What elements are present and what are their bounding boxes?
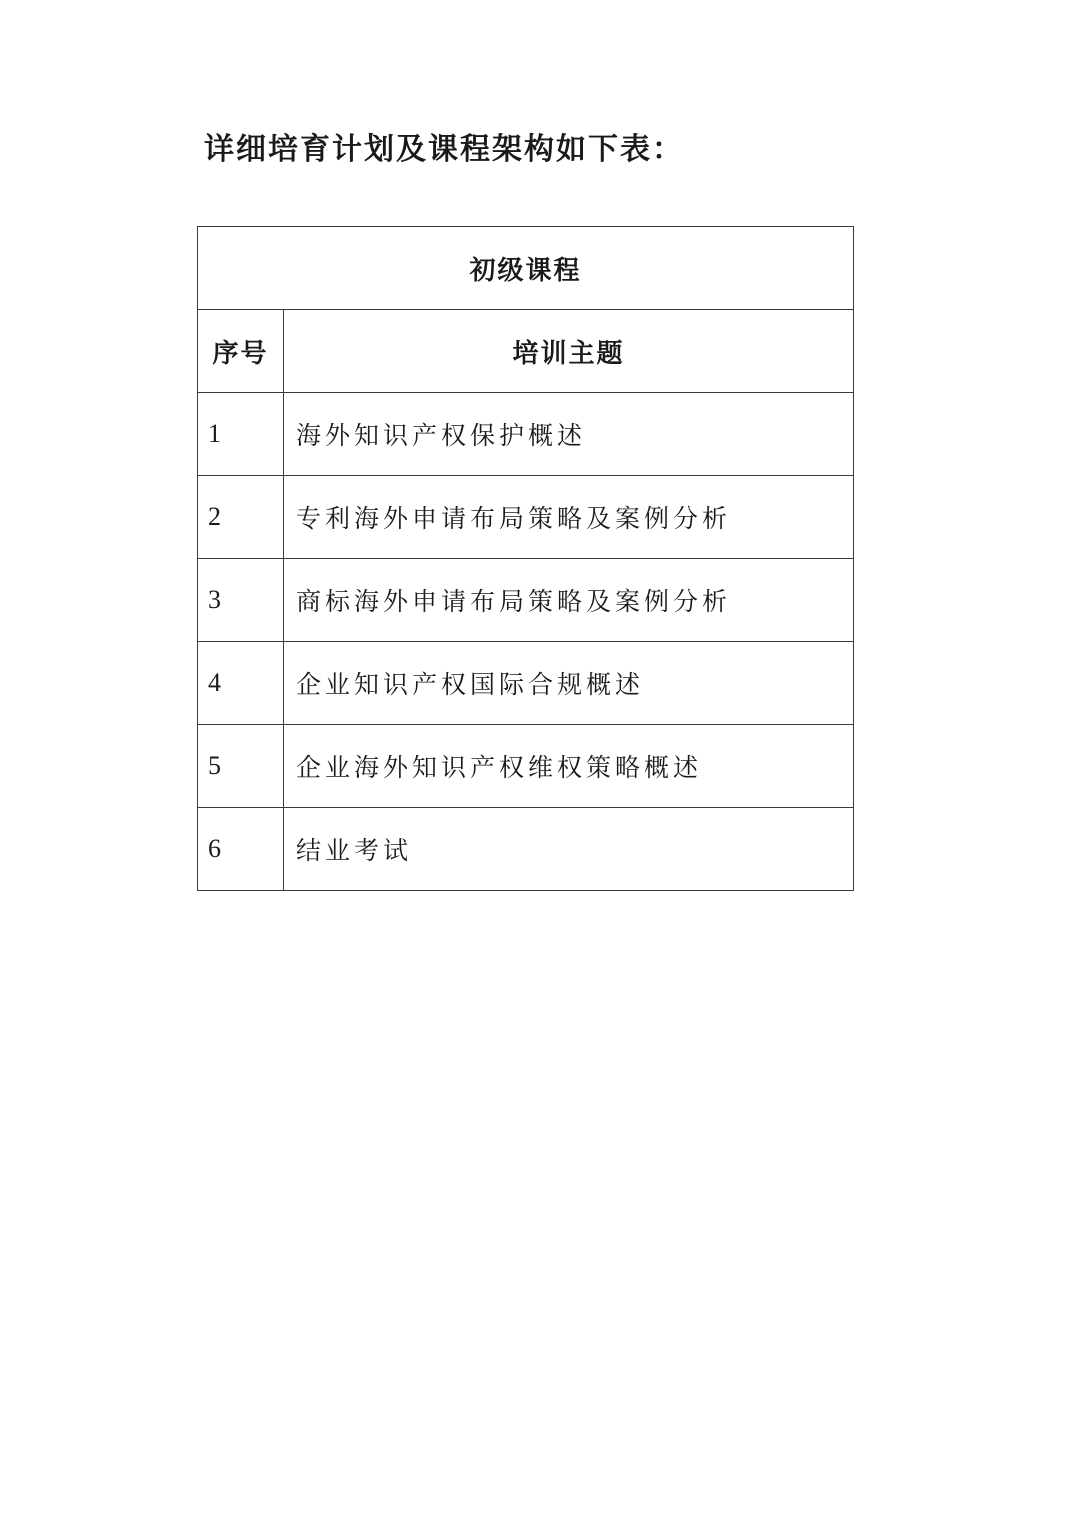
- row-topic: 海外知识产权保护概述: [284, 393, 854, 476]
- table-row: [198, 725, 854, 808]
- header-number: 序号: [198, 310, 284, 393]
- row-topic: 企业知识产权国际合规概述: [284, 642, 854, 725]
- row-topic: 结业考试: [284, 808, 854, 891]
- row-topic: 专利海外申请布局策略及案例分析: [284, 476, 854, 559]
- row-number: 3: [198, 559, 284, 642]
- table-row: [198, 476, 854, 559]
- course-table: [197, 226, 854, 891]
- row-number: 5: [198, 725, 284, 808]
- table-row: [198, 808, 854, 891]
- page-heading: 详细培育计划及课程架构如下表：: [204, 132, 684, 167]
- row-number: 4: [198, 642, 284, 725]
- table-title: 初级课程: [198, 227, 854, 310]
- table-row: [198, 393, 854, 476]
- row-topic: 商标海外申请布局策略及案例分析: [284, 559, 854, 642]
- row-number: 2: [198, 476, 284, 559]
- table-title-row: [198, 227, 854, 310]
- row-number: 6: [198, 808, 284, 891]
- table-row: [198, 642, 854, 725]
- row-topic: 企业海外知识产权维权策略概述: [284, 725, 854, 808]
- table-row: [198, 559, 854, 642]
- row-number: 1: [198, 393, 284, 476]
- table-header-row: [198, 310, 854, 393]
- header-topic: 培训主题: [284, 310, 854, 393]
